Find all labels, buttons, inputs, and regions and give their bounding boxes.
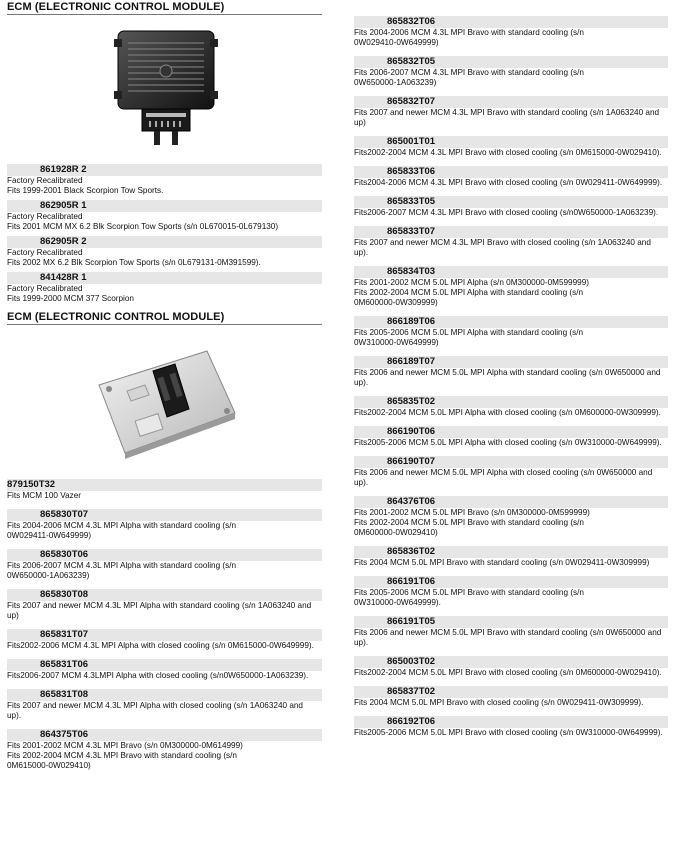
ecm-silver-module-drawing xyxy=(89,337,239,462)
part-description-line: Fits MCM 100 Vazer xyxy=(7,491,82,500)
part-description-line: Fits2002-2006 MCM 4.3L MPI Alpha with closed cooling (s/n 0M615000-0W649999). xyxy=(7,641,314,650)
part-entry xyxy=(354,356,668,388)
part-entry xyxy=(7,549,322,581)
part-entry xyxy=(7,629,322,651)
part-entry xyxy=(7,659,322,681)
part-number: 866191T05 xyxy=(354,616,668,628)
part-description-line: Fits2002-2004 MCM 5.0L MPI Alpha with closed cooling (s/n 0M600000-0W309999). xyxy=(354,408,661,417)
part-description-line: up) xyxy=(354,118,366,127)
part-entry xyxy=(354,426,668,448)
part-entry xyxy=(354,496,668,538)
part-entry xyxy=(354,136,668,158)
part-entry xyxy=(7,272,322,304)
part-description-line: Fits 2006 and newer MCM 5.0L MPI Alpha with standard cooling (s/n 0W650000 and xyxy=(354,368,661,377)
section-title-ecm-2: ECM (ELECTRONIC CONTROL MODULE) xyxy=(7,310,322,325)
part-number: 866191T06 xyxy=(354,576,668,588)
part-entry xyxy=(7,689,322,721)
part-description-line: Fits 2004-2006 MCM 4.3L MPI Bravo with standard cooling (s/n xyxy=(354,28,584,37)
part-number: 865833T07 xyxy=(354,226,668,238)
part-number: 865830T06 xyxy=(7,549,322,561)
part-entry xyxy=(354,716,668,738)
part-entry xyxy=(7,200,322,232)
part-number: 866189T06 xyxy=(354,316,668,328)
part-number: 865831T07 xyxy=(7,629,322,641)
part-description-line: Fits2002-2004 MCM 4.3L MPI Bravo with closed cooling (s/n 0M615000-0W029410). xyxy=(354,148,662,157)
part-description-line: 0W310000-0W649999) xyxy=(354,338,439,347)
part-description-line: Fits2005-2006 MCM 5.0L MPI Bravo with closed cooling (s/n 0W310000-0W649999). xyxy=(354,728,663,737)
part-number: 864375T06 xyxy=(7,729,322,741)
part-description-line: Fits 2006 and newer MCM 5.0L MPI Alpha with closed cooling (s/n 0W650000 and xyxy=(354,468,653,477)
part-description-line: Fits 2002 MX 6.2 Blk Scorpion Tow Sports (s/n 0L679131-0M391599). xyxy=(7,258,261,267)
part-description-line: Fits 2007 and newer MCM 4.3L MPI Alpha with closed cooling (s/n 1A063240 and xyxy=(7,701,303,710)
part-entry xyxy=(7,729,322,771)
left-column xyxy=(7,0,322,771)
part-description-line: 0W650000-1A063239) xyxy=(7,571,90,580)
part-number: 879150T32 xyxy=(7,479,322,491)
part-description-line: Fits 2004-2006 MCM 4.3L MPI Alpha with standard cooling (s/n xyxy=(7,521,237,530)
part-number: 861928R 2 xyxy=(7,164,322,176)
part-description-line: Fits 2004 MCM 5.0L MPI Bravo with standard cooling (s/n 0W029411-0W309999) xyxy=(354,558,650,567)
part-number: 865830T08 xyxy=(7,589,322,601)
part-entry xyxy=(354,546,668,568)
part-description-line: 0W650000-1A063239) xyxy=(354,78,437,87)
part-description-line: up). xyxy=(354,378,369,387)
part-description-line: Fits 2001-2002 MCM 5.0L MPI Bravo (s/n 0M300000-0M599999) xyxy=(354,508,590,517)
part-description-line: up). xyxy=(354,248,369,257)
part-description-line: Fits 2005-2006 MCM 5.0L MPI Bravo with standard cooling (s/n xyxy=(354,588,584,597)
part-description-line: Factory Recalibrated xyxy=(7,212,83,221)
part-description-line: Fits 2001 MCM MX 6.2 Blk Scorpion Tow Sports (s/n 0L670015-0L679130) xyxy=(7,222,279,231)
part-description-line: Fits 2007 and newer MCM 4.3L MPI Alpha with standard cooling (s/n 1A063240 and xyxy=(7,601,312,610)
part-entry xyxy=(354,266,668,308)
part-number: 862905R 2 xyxy=(7,236,322,248)
part-number: 865830T07 xyxy=(7,509,322,521)
part-entry xyxy=(7,479,322,501)
part-description-line: Fits2006-2007 MCM 4.3L MPI Bravo with closed cooling (s/n0W650000-1A063239). xyxy=(354,208,659,217)
part-description-line: Fits 2005-2006 MCM 5.0L MPI Alpha with standard cooling (s/n xyxy=(354,328,584,337)
ecm-black-module-drawing xyxy=(112,21,220,146)
part-description-line: Factory Recalibrated xyxy=(7,284,83,293)
part-description-line: up). xyxy=(7,711,22,720)
part-description-line: Fits 2001-2002 MCM 5.0L MPI Alpha (s/n 0M300000-0M599999) xyxy=(354,278,589,287)
part-entry xyxy=(7,589,322,621)
part-entry xyxy=(354,196,668,218)
part-entry xyxy=(354,166,668,188)
part-description-line: Fits2006-2007 MCM 4.3LMPI Alpha with closed cooling (s/n0W650000-1A063239). xyxy=(7,671,309,680)
part-entry xyxy=(354,96,668,128)
ecm-black-finned-module-icon xyxy=(7,15,322,160)
part-description-line: up) xyxy=(7,611,19,620)
part-number: 865833T06 xyxy=(354,166,668,178)
part-entry xyxy=(354,656,668,678)
part-description-line: Fits 2002-2004 MCM 4.3L MPI Bravo with standard cooling (s/n xyxy=(7,751,237,760)
part-description-line: Fits2005-2006 MCM 5.0L MPI Alpha with closed cooling (s/n 0W310000-0W649999). xyxy=(354,438,662,447)
part-description-line: 0W029411-0W649999) xyxy=(7,531,92,540)
part-number: 865003T02 xyxy=(354,656,668,668)
part-description-line: Fits 2006-2007 MCM 4.3L MPI Bravo with standard cooling (s/n xyxy=(354,68,584,77)
part-description-line: Fits 2007 and newer MCM 4.3L MPI Bravo with closed cooling (s/n 1A063240 and xyxy=(354,238,651,247)
part-description-line: Fits 1999-2000 MCM 377 Scorpion xyxy=(7,294,134,303)
part-description-line: Fits 1999-2001 Black Scorpion Tow Sports. xyxy=(7,186,164,195)
part-entry xyxy=(7,509,322,541)
part-number: 866192T06 xyxy=(354,716,668,728)
section-title-ecm-1: ECM (ELECTRONIC CONTROL MODULE) xyxy=(7,0,322,15)
part-number: 841428R 1 xyxy=(7,272,322,284)
part-description-line: Factory Recalibrated xyxy=(7,176,83,185)
part-entry xyxy=(354,16,668,48)
part-entry xyxy=(354,226,668,258)
part-description-line: Factory Recalibrated xyxy=(7,248,83,257)
part-entry xyxy=(7,164,322,196)
part-number: 865832T06 xyxy=(354,16,668,28)
part-entry xyxy=(354,56,668,88)
part-description-line: Fits 2007 and newer MCM 4.3L MPI Bravo with standard cooling (s/n 1A063240 and xyxy=(354,108,660,117)
part-number: 866190T06 xyxy=(354,426,668,438)
part-entry xyxy=(354,576,668,608)
part-number: 864376T06 xyxy=(354,496,668,508)
part-number: 865833T05 xyxy=(354,196,668,208)
part-description-line: 0M600000-0W029410) xyxy=(354,528,438,537)
part-number: 866189T07 xyxy=(354,356,668,368)
part-description-line: 0M600000-0W309999) xyxy=(354,298,438,307)
part-description-line: Fits 2001-2002 MCM 4.3L MPI Bravo (s/n 0M300000-0M614999) xyxy=(7,741,243,750)
part-number: 865831T08 xyxy=(7,689,322,701)
part-number: 865835T02 xyxy=(354,396,668,408)
part-number: 865836T02 xyxy=(354,546,668,558)
part-description-line: 0W310000-0W649999). xyxy=(354,598,441,607)
part-number: 866190T07 xyxy=(354,456,668,468)
part-description-line: up). xyxy=(354,478,369,487)
part-number: 862905R 1 xyxy=(7,200,322,212)
part-description-line: up). xyxy=(354,638,369,647)
part-number: 865831T06 xyxy=(7,659,322,671)
part-number: 865832T07 xyxy=(354,96,668,108)
part-description-line: Fits 2006 and newer MCM 5.0L MPI Bravo with standard cooling (s/n 0W650000 and xyxy=(354,628,662,637)
part-description-line: Fits2004-2006 MCM 4.3L MPI Bravo with closed cooling (s/n 0W029411-0W649999). xyxy=(354,178,663,187)
part-description-line: Fits 2004 MCM 5.0L MPI Bravo with closed cooling (s/n 0W029411-0W309999). xyxy=(354,698,644,707)
part-description-line: Fits2002-2004 MCM 5.0L MPI Bravo with closed cooling (s/n 0M600000-0W029410). xyxy=(354,668,662,677)
part-number: 865832T05 xyxy=(354,56,668,68)
part-number: 865834T03 xyxy=(354,266,668,278)
part-description-line: Fits 2006-2007 MCM 4.3L MPI Alpha with standard cooling (s/n xyxy=(7,561,237,570)
ecm-silver-module-icon xyxy=(7,325,322,477)
part-number: 865001T01 xyxy=(354,136,668,148)
part-description-line: 0M615000-0W029410) xyxy=(7,761,91,770)
part-number: 865837T02 xyxy=(354,686,668,698)
part-description-line: 0W029410-0W649999) xyxy=(354,38,439,47)
part-entry xyxy=(354,456,668,488)
part-entry xyxy=(354,686,668,708)
right-column xyxy=(354,0,668,738)
part-entry xyxy=(354,316,668,348)
part-description-line: Fits 2002-2004 MCM 5.0L MPI Bravo with standard cooling (s/n xyxy=(354,518,584,527)
part-entry xyxy=(354,616,668,648)
part-entry xyxy=(354,396,668,418)
part-description-line: Fits 2002-2004 MCM 5.0L MPI Alpha with standard cooling (s/n xyxy=(354,288,584,297)
part-entry xyxy=(7,236,322,268)
